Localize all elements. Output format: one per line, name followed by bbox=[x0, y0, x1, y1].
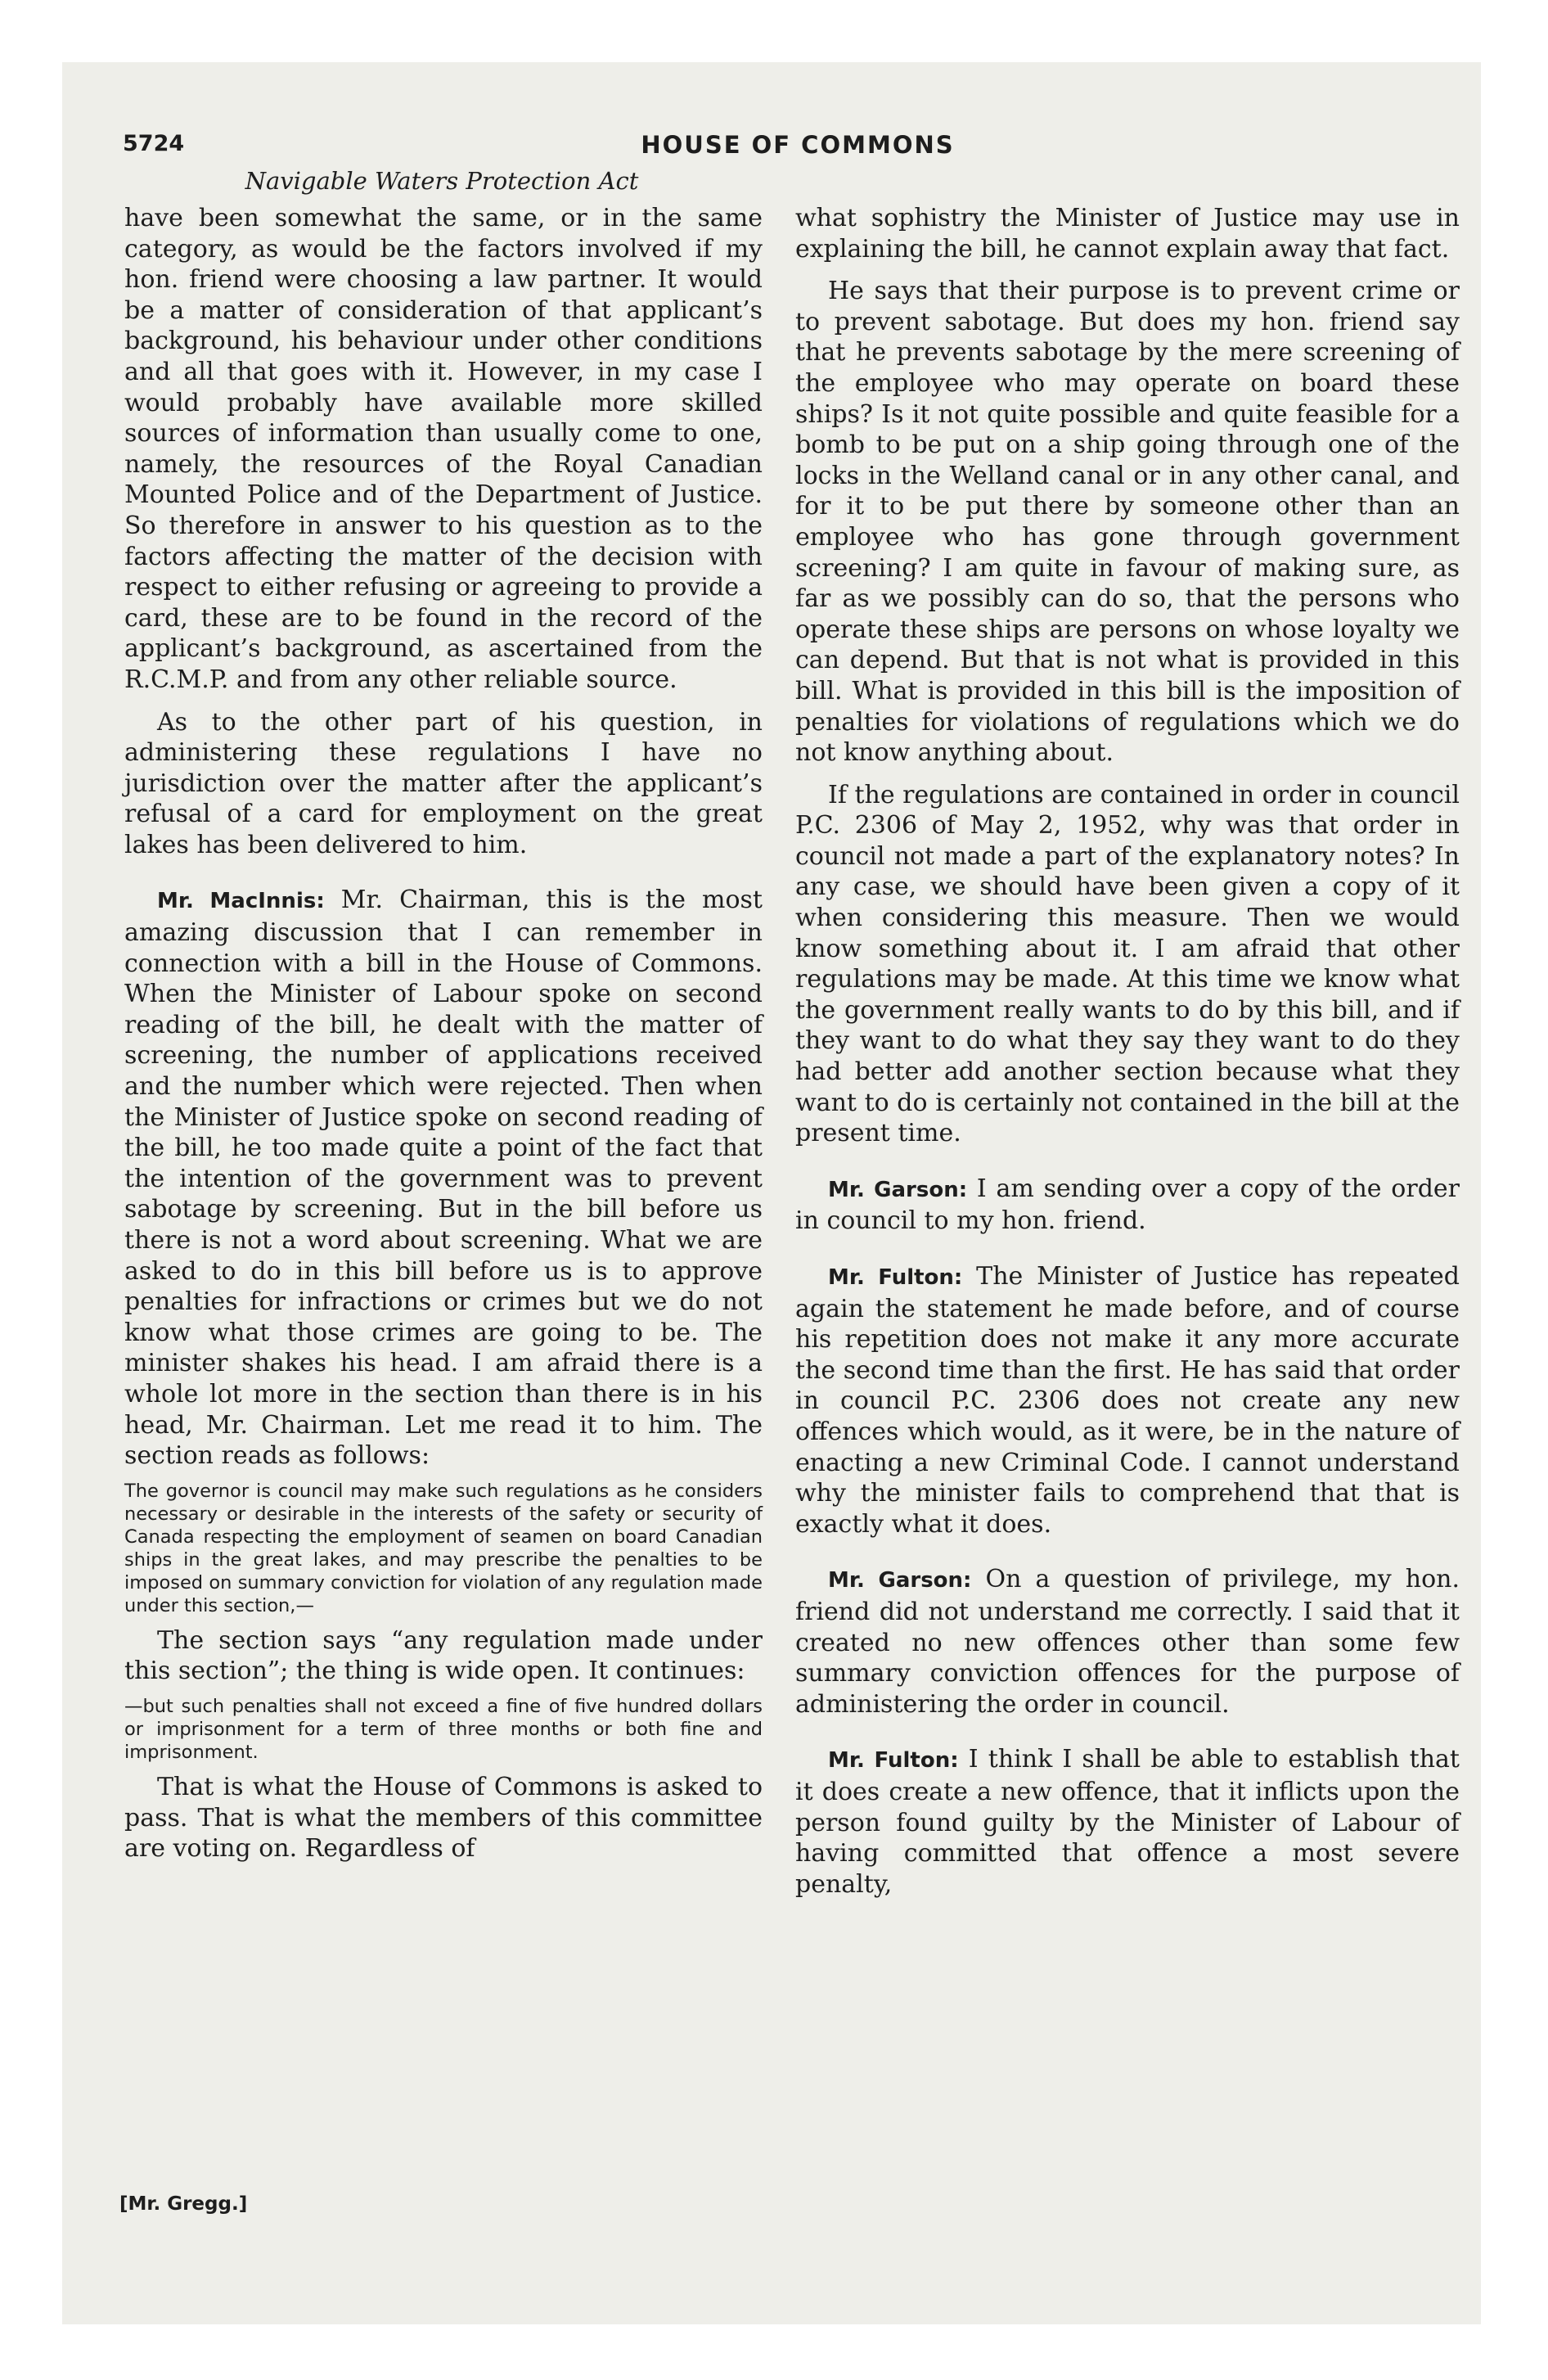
paragraph: The section says “any regulation made under this section”; the thing is wide open. It continues: bbox=[124, 1625, 763, 1686]
page-number: 5724 bbox=[123, 131, 185, 156]
speech-text: I think I shall be able to establish that it does create a new offence, that it inflicts upon the person found guilty by the Minister of Labour of having committed that offence a most severe penalty, bbox=[795, 1745, 1460, 1899]
left-column bbox=[124, 203, 763, 1864]
paragraph: As to the other part of his question, in administering these regulations I have no jurisdiction over the matter after the applicant’s refusal of a card for employment on the great lakes has been delivered to him. bbox=[124, 707, 763, 859]
speech-fulton bbox=[795, 1261, 1460, 1539]
paragraph: That is what the House of Commons is asked to pass. That is what the members of this committee are voting on. Regardless of bbox=[124, 1772, 763, 1864]
journal-title: HOUSE OF COMMONS bbox=[641, 131, 955, 159]
speech-garson bbox=[795, 1174, 1460, 1237]
quoted-section: The governor is council may make such regulations as he considers necessary or desirable in the interests of the safety or security of Canada respecting the employment of seamen on board Canadian ships in the great lakes, and may prescribe the penalties to be imposed on summary conviction for violation of any regulation made under this section,— bbox=[124, 1480, 763, 1616]
footer-speaker-ref: [Mr. Gregg.] bbox=[119, 2193, 248, 2215]
speaker-name: Mr. MacInnis: bbox=[157, 889, 325, 914]
running-head bbox=[123, 131, 1440, 164]
paragraph: If the regulations are contained in order in council P.C. 2306 of May 2, 1952, why was that order in council not made a part of the explanatory notes? In any case, we should have been given a copy of it when considering this measure. Then we would know something about it. I am afraid that other regulations may be made. At this time we know what the government really wants to do by this bill, and if they want to do what they say they want to do they had better add another section because what they want to do is certainly not contained in the bill at the present time. bbox=[795, 780, 1460, 1148]
speech-text: The Minister of Justice has repeated again the statement he made before, and of course his repetition does not make it any more accurate the second time than the first. He has said that order in council P.C. 2306 does not create any new offences which would, as it were, be in the nature of enacting a new Criminal Code. I cannot understand why the minister fails to comprehend that that is exactly what it does. bbox=[795, 1262, 1460, 1539]
speech-macinnis bbox=[124, 885, 763, 1471]
speech-garson bbox=[795, 1564, 1460, 1720]
speaker-name: Mr. Fulton: bbox=[828, 1265, 963, 1290]
speaker-name: Mr. Fulton: bbox=[828, 1748, 959, 1774]
paragraph: have been somewhat the same, or in the same category, as would be the factors involved if my hon. friend were choosing a law partner. It would be a matter of consideration of that applicant’s background, his behaviour under other conditions and all that goes with it. However, in my case I would probably have available more skilled sources of information than usually come to one, namely, the resources of the Royal Canadian Mounted Police and of the Department of Justice. So therefore in answer to his question as to the factors affecting the matter of the decision with respect to either refusing or agreeing to provide a card, these are to be found in the record of the applicant’s background, as ascertained from the R.C.M.P. and from any other reliable source. bbox=[124, 204, 763, 694]
speech-fulton bbox=[795, 1744, 1460, 1900]
speaker-name: Mr. Garson: bbox=[828, 1177, 968, 1202]
speaker-name: Mr. Garson: bbox=[828, 1568, 972, 1593]
speech-text: I am sending over a copy of the order in council to my hon. friend. bbox=[795, 1174, 1460, 1236]
section-title: Navigable Waters Protection Act bbox=[245, 167, 639, 195]
speech-text: Mr. Chairman, this is the most amazing discussion that I can remember in connection with a bill in the House of Commons. When the Minister of Labour spoke on second reading of the bill, he dealt with the matter of screening, the number of applications received and the number which were rejected. Then when the Minister of Justice spoke on second reading of the bill, he too made quite a point of the fact that the intention of the government was to prevent sabotage by screening. But in the bill before us there is not a word about screening. What we are asked to do in this bill before us is to approve penalties for infractions or crimes but we do not know what those crimes are going to be. The minister shakes his head. I am afraid there is a whole lot more in the section than there is in his head, Mr. Chairman. Let me read it to him. The section reads as follows: bbox=[124, 886, 763, 1471]
paragraph: what sophistry the Minister of Justice may use in explaining the bill, he cannot explain away that fact. bbox=[795, 204, 1460, 264]
speech-text: On a question of privilege, my hon. friend did not understand me correctly. I said that it created no new offences other than some few summary conviction offences for the purpose of administering the order in council. bbox=[795, 1565, 1460, 1719]
paragraph: He says that their purpose is to prevent crime or to prevent sabotage. But does my hon. friend say that he prevents sabotage by the mere screening of the employee who may operate on board these ships? Is it not quite possible and quite feasible for a bomb to be put on a ship going through one of the locks in the Welland canal or in any other canal, and for it to be put there by someone other than an employee who has gone through government screening? I am quite in favour of making sure, as far as we possibly can do so, that the persons who operate these ships are persons on whose loyalty we can depend. But that is not what is provided in this bill. What is provided in this bill is the imposition of penalties for violations of regulations which we do not know anything about. bbox=[795, 277, 1460, 768]
right-column bbox=[795, 203, 1460, 1900]
quoted-section: —but such penalties shall not exceed a fine of five hundred dollars or imprisonment for a term of three months or both fine and imprisonment. bbox=[124, 1695, 763, 1763]
